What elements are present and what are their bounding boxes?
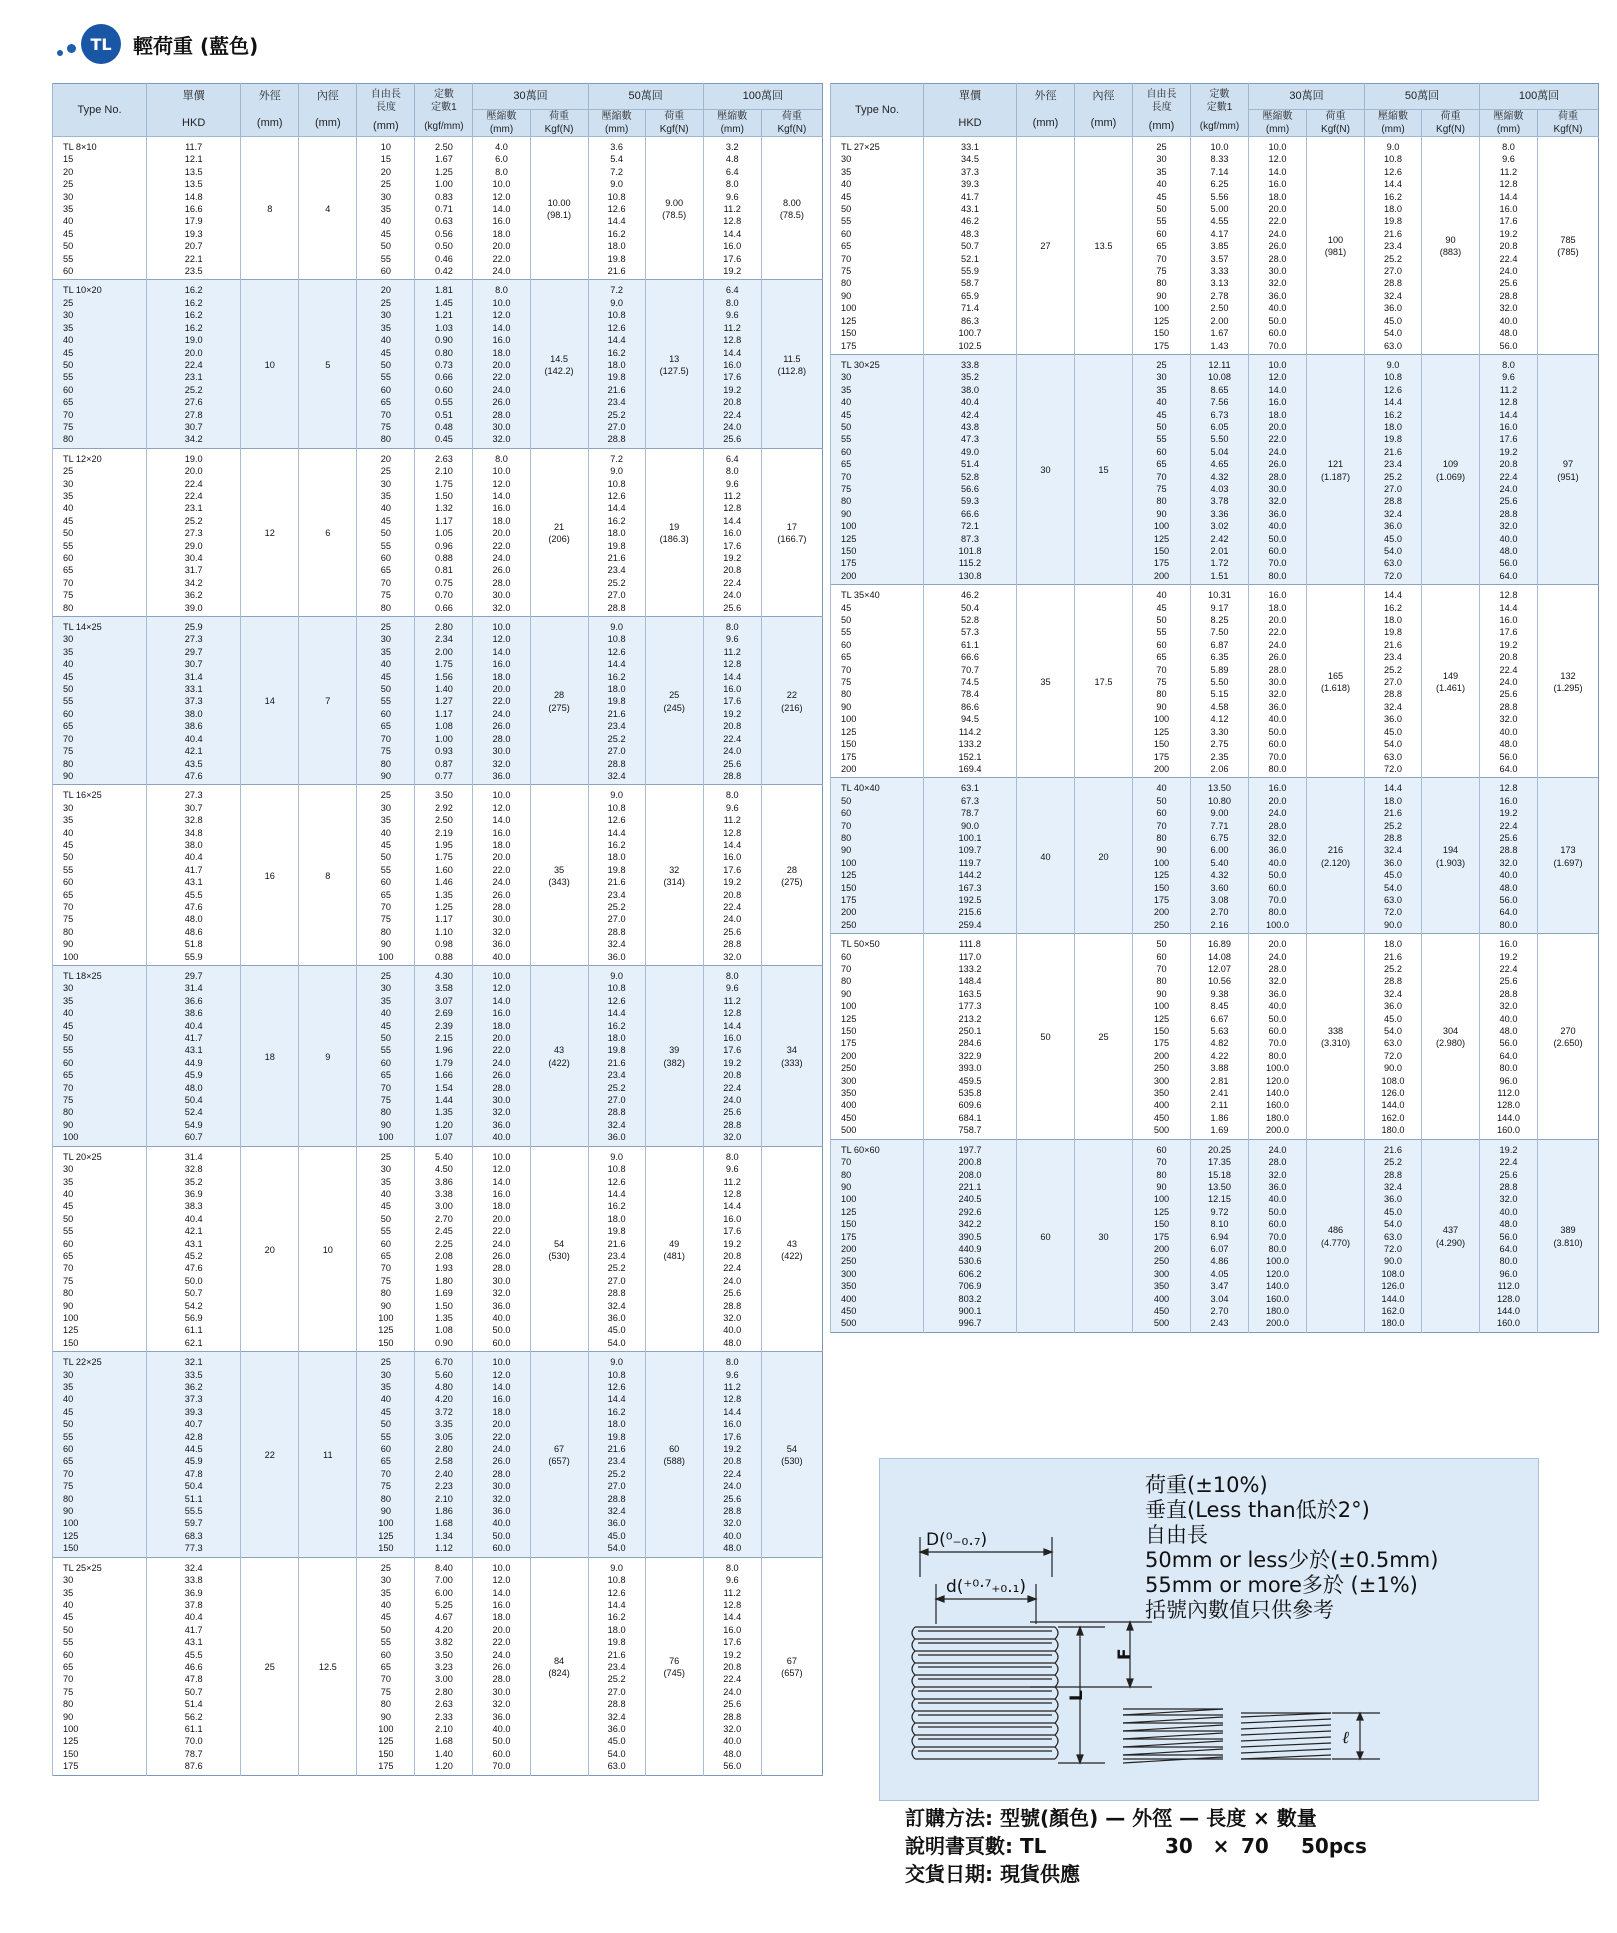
cell-od: 60 <box>1017 1139 1075 1332</box>
cell-id: 30 <box>1075 1139 1133 1332</box>
cell-c30: 10.0 12.0 14.0 16.0 18.0 20.0 22.0 24.0 26.0 28.0 30.0 32.0 36.0 40.0 50.0 60.0 70.0 80.0 <box>1249 354 1307 584</box>
cell-rate: 4.30 3.58 3.07 2.69 2.39 2.15 1.96 1.79 1.66 1.54 1.44 1.35 1.20 1.07 <box>415 966 473 1147</box>
cell-l30: 10.00 (98.1) <box>530 137 588 280</box>
cell-od: 8 <box>241 137 299 280</box>
spring-group-row <box>53 1352 823 1558</box>
note-vertical: 垂直(Less than低於2°) <box>1145 1498 1370 1522</box>
cell-free: 40 50 60 70 80 90 100 125 150 175 200 250 <box>1133 778 1191 934</box>
col-price: 單價 HKD <box>924 84 1017 137</box>
cell-price: 27.3 30.7 32.8 34.8 38.0 40.4 41.7 43.1 45.5 47.6 48.0 48.6 51.8 55.9 <box>147 785 241 966</box>
col-od: 外徑 (mm) <box>1017 84 1075 137</box>
cell-id: 5 <box>299 280 357 448</box>
cell-c50: 9.0 10.8 12.6 14.4 16.2 18.0 19.8 21.6 23.4 25.2 27.0 28.8 32.4 36.0 45.0 54.0 <box>588 1146 645 1352</box>
cell-free: 25 30 35 40 45 50 55 60 65 70 75 80 90 100 125 150 175 200 <box>1133 354 1191 584</box>
cell-rate: 2.63 2.10 1.75 1.50 1.32 1.17 1.05 0.96 0.88 0.81 0.75 0.70 0.66 <box>415 448 473 616</box>
cell-type: TL 60×60 70 80 90 100 125 150 175 200 250 300 350 400 450 500 <box>831 1139 924 1332</box>
cell-type: TL 50×50 60 70 80 90 100 125 150 175 200 250 300 350 400 450 500 <box>831 934 924 1140</box>
cell-id: 10 <box>299 1146 357 1352</box>
cell-od: 14 <box>241 617 299 785</box>
cell-id: 25 <box>1075 934 1133 1140</box>
cell-type: TL 40×40 50 60 70 80 90 100 125 150 175 200 250 <box>831 778 924 934</box>
cell-type: TL 18×25 30 35 40 45 50 55 60 65 70 75 80 90 100 <box>53 966 147 1147</box>
cell-free: 25 30 35 40 45 50 55 60 65 70 75 80 90 100 125 150 <box>357 1146 415 1352</box>
cell-l30: 14.5 (142.2) <box>530 280 588 448</box>
spring-group-row <box>53 617 823 785</box>
cell-c50: 14.4 16.2 18.0 19.8 21.6 23.4 25.2 27.0 28.8 32.4 36.0 45.0 54.0 63.0 72.0 <box>1365 585 1422 778</box>
cell-type: TL 22×25 30 35 40 45 50 55 60 65 70 75 80 90 100 125 150 <box>53 1352 147 1558</box>
cell-l100: 173 (1.697) <box>1538 778 1599 934</box>
cell-c50: 9.0 10.8 12.6 14.4 16.2 18.0 19.8 21.6 23.4 25.2 27.0 28.8 32.4 36.0 <box>588 785 645 966</box>
sub-comp: 壓縮數 (mm) <box>588 110 645 137</box>
cell-price: 29.7 31.4 36.6 38.6 40.4 41.7 43.1 44.9 45.9 48.0 50.4 52.4 54.9 60.7 <box>147 966 241 1147</box>
cell-l30: 28 (275) <box>530 617 588 785</box>
cell-l30: 67 (657) <box>530 1352 588 1558</box>
cell-id: 9 <box>299 966 357 1147</box>
cell-price: 19.0 20.0 22.4 22.4 23.1 25.2 27.3 29.0 30.4 31.7 34.2 36.2 39.0 <box>147 448 241 616</box>
cell-type: TL 10×20 25 30 35 40 45 50 55 60 65 70 75 80 <box>53 280 147 448</box>
sub-load: 荷重 Kgf(N) <box>530 110 588 137</box>
cell-c30: 10.0 12.0 14.0 16.0 18.0 20.0 22.0 24.0 26.0 28.0 30.0 32.0 36.0 40.0 50.0 60.0 <box>473 1146 530 1352</box>
cell-type: TL 25×25 30 35 40 45 50 55 60 65 70 75 80 90 100 125 150 175 <box>53 1557 147 1775</box>
cell-l100: 54 (530) <box>761 1352 822 1558</box>
tolerance-notes <box>1145 1473 1438 1623</box>
cell-od: 40 <box>1017 778 1075 934</box>
cell-rate: 5.40 4.50 3.86 3.38 3.00 2.70 2.45 2.25 2.08 1.93 1.80 1.69 1.50 1.35 1.08 0.90 <box>415 1146 473 1352</box>
cell-od: 22 <box>241 1352 299 1558</box>
cell-c30: 10.0 12.0 14.0 16.0 18.0 20.0 22.0 24.0 26.0 28.0 30.0 32.0 36.0 40.0 <box>473 966 530 1147</box>
cell-l50: 13 (127.5) <box>645 280 703 448</box>
spring-group-row <box>831 1139 1599 1332</box>
cell-l50: 90 (883) <box>1422 137 1480 355</box>
cell-l50: 437 (4.290) <box>1422 1139 1480 1332</box>
cell-l100: 11.5 (112.8) <box>761 280 822 448</box>
cell-id: 15 <box>1075 354 1133 584</box>
col-type-no: Type No. <box>831 84 924 137</box>
order-example-qty: 50pcs <box>1301 1834 1367 1858</box>
cell-free: 25 30 35 40 45 50 55 60 65 70 75 80 90 100 <box>357 785 415 966</box>
cell-l30: 338 (3.310) <box>1307 934 1365 1140</box>
cell-c100: 12.8 14.4 16.0 17.6 19.2 20.8 22.4 24.0 25.6 28.8 32.0 40.0 48.0 56.0 64.0 <box>1480 585 1538 778</box>
order-delivery: 交貨日期: 現貨供應 <box>905 1862 1080 1886</box>
cell-c50: 9.0 10.8 12.6 14.4 16.2 18.0 19.8 21.6 23.4 25.2 27.0 28.8 32.4 36.0 45.0 54.0 <box>588 1352 645 1558</box>
sub-comp: 壓縮數 (mm) <box>1249 110 1307 137</box>
order-example-length: 70 <box>1241 1834 1269 1858</box>
col-price: 單價 HKD <box>147 84 241 137</box>
cell-id: 6 <box>299 448 357 616</box>
cell-free: 25 30 35 40 45 50 55 60 65 70 75 80 90 100 125 150 175 <box>357 1557 415 1775</box>
cell-l100: 17 (166.7) <box>761 448 822 616</box>
cell-l50: 19 (186.3) <box>645 448 703 616</box>
note-less: 50mm or less少於(±0.5mm) <box>1145 1548 1439 1572</box>
cell-price: 33.8 35.2 38.0 40.4 42.4 43.8 47.3 49.0 51.4 52.8 56.6 59.3 66.6 72.1 87.3 101.8 115.2 130.8 <box>924 354 1017 584</box>
order-example-x: × <box>1212 1834 1230 1858</box>
cell-l100: 389 (3.810) <box>1538 1139 1599 1332</box>
cell-price: 16.2 16.2 16.2 16.2 19.0 20.0 22.4 23.1 25.2 27.6 27.8 30.7 34.2 <box>147 280 241 448</box>
cell-free: 50 60 70 80 90 100 125 150 175 200 250 300 350 400 450 500 <box>1133 934 1191 1140</box>
cell-c30: 24.0 28.0 32.0 36.0 40.0 50.0 60.0 70.0 80.0 100.0 120.0 140.0 160.0 180.0 200.0 <box>1249 1139 1307 1332</box>
cell-c100: 8.0 9.6 11.2 12.8 14.4 16.0 17.6 19.2 20.8 22.4 24.0 25.6 28.8 <box>703 617 761 785</box>
cell-od: 20 <box>241 1146 299 1352</box>
series-badge: TL <box>81 24 121 64</box>
cell-rate: 2.80 2.34 2.00 1.75 1.56 1.40 1.27 1.17 1.08 1.00 0.93 0.87 0.77 <box>415 617 473 785</box>
col-cycle-30: 30萬回 <box>473 84 588 110</box>
spec-table-right <box>830 83 1599 1333</box>
cell-free: 10 15 20 25 30 35 40 45 50 55 60 <box>357 137 415 280</box>
sub-comp: 壓縮數 (mm) <box>703 110 761 137</box>
cell-rate: 20.25 17.35 15.18 13.50 12.15 9.72 8.10 6.94 6.07 4.86 4.05 3.47 3.04 2.70 2.43 <box>1191 1139 1249 1332</box>
cell-c100: 8.0 9.6 11.2 12.8 14.4 16.0 17.6 19.2 20.8 22.4 24.0 25.6 28.8 32.0 40.0 48.0 <box>703 1146 761 1352</box>
spring-group-row <box>53 785 823 966</box>
cell-od: 35 <box>1017 585 1075 778</box>
cell-od: 12 <box>241 448 299 616</box>
cell-price: 33.1 34.5 37.3 39.3 41.7 43.1 46.2 48.3 50.7 52.1 55.9 58.7 65.9 71.4 86.3 100.7 102.5 <box>924 137 1017 355</box>
cell-l30: 84 (824) <box>530 1557 588 1775</box>
cell-price: 32.4 33.8 36.9 37.8 40.4 41.7 43.1 45.5 46.6 47.8 50.7 51.4 56.2 61.1 70.0 78.7 87.6 <box>147 1557 241 1775</box>
cell-type: TL 30×25 30 35 40 45 50 55 60 65 70 75 80 90 100 125 150 175 200 <box>831 354 924 584</box>
spring-group-row <box>831 354 1599 584</box>
cell-id: 13.5 <box>1075 137 1133 355</box>
note-free-length: 自由長 <box>1145 1523 1208 1547</box>
cell-price: 197.7 200.8 208.0 221.1 240.5 292.6 342.2 390.5 440.9 530.6 606.2 706.9 803.2 900.1 996.7 <box>924 1139 1017 1332</box>
decor-dot-medium <box>67 44 76 53</box>
cell-type: TL 35×40 45 50 55 60 65 70 75 80 90 100 125 150 175 200 <box>831 585 924 778</box>
cell-c30: 16.0 18.0 20.0 22.0 24.0 26.0 28.0 30.0 32.0 36.0 40.0 50.0 60.0 70.0 80.0 <box>1249 585 1307 778</box>
cell-free: 25 30 35 40 45 50 55 60 65 70 75 80 90 100 <box>357 966 415 1147</box>
order-example-od: 30 <box>1165 1834 1193 1858</box>
cell-rate: 10.0 8.33 7.14 6.25 5.56 5.00 4.55 4.17 3.85 3.57 3.33 3.13 2.78 2.50 2.00 1.67 1.43 <box>1191 137 1249 355</box>
cell-rate: 8.40 7.00 6.00 5.25 4.67 4.20 3.82 3.50 3.23 3.00 2.80 2.63 2.33 2.10 1.68 1.40 1.20 <box>415 1557 473 1775</box>
cell-od: 18 <box>241 966 299 1147</box>
page-header <box>55 24 258 64</box>
cell-rate: 16.89 14.08 12.07 10.56 9.38 8.45 6.67 5.63 4.82 4.22 3.88 2.81 2.41 2.11 1.86 1.69 <box>1191 934 1249 1140</box>
cell-c50: 9.0 10.8 12.6 14.4 16.2 18.0 19.8 21.6 23.4 25.2 27.0 28.8 32.4 36.0 45.0 54.0 63.0 <box>588 1557 645 1775</box>
spring-group-row <box>53 448 823 616</box>
label-F: F <box>1115 1648 1135 1660</box>
cell-type: TL 20×25 30 35 40 45 50 55 60 65 70 75 80 90 100 125 150 <box>53 1146 147 1352</box>
cell-l30: 43 (422) <box>530 966 588 1147</box>
cell-rate: 1.81 1.45 1.21 1.03 0.90 0.80 0.73 0.66 0.60 0.55 0.51 0.48 0.45 <box>415 280 473 448</box>
cell-od: 10 <box>241 280 299 448</box>
spec-table-right-body <box>831 137 1599 1333</box>
spring-group-row <box>831 137 1599 355</box>
cell-l30: 165 (1.618) <box>1307 585 1365 778</box>
cell-c50: 9.0 10.8 12.6 14.4 16.2 18.0 19.8 21.6 23.4 25.2 27.0 28.8 32.4 <box>588 617 645 785</box>
cell-c30: 4.0 6.0 8.0 10.0 12.0 14.0 16.0 18.0 20.0 22.0 24.0 <box>473 137 530 280</box>
cell-l50: 25 (245) <box>645 617 703 785</box>
cell-c50: 21.6 25.2 28.8 32.4 36.0 45.0 54.0 63.0 72.0 90.0 108.0 126.0 144.0 162.0 180.0 <box>1365 1139 1422 1332</box>
order-example <box>905 1832 1367 1860</box>
cell-c100: 3.2 4.8 6.4 8.0 9.6 11.2 12.8 14.4 16.0 17.6 19.2 <box>703 137 761 280</box>
spring-group-row <box>53 280 823 448</box>
cell-l50: 9.00 (78.5) <box>645 137 703 280</box>
cell-free: 60 70 80 90 100 125 150 175 200 250 300 350 400 450 500 <box>1133 1139 1191 1332</box>
cell-rate: 3.50 2.92 2.50 2.19 1.95 1.75 1.60 1.46 1.35 1.25 1.17 1.10 0.98 0.88 <box>415 785 473 966</box>
cell-type: TL 27×25 30 35 40 45 50 55 60 65 70 75 80 90 100 125 150 175 <box>831 137 924 355</box>
label-L: L <box>1067 1690 1087 1701</box>
cell-price: 111.8 117.0 133.2 148.4 163.5 177.3 213.2 250.1 284.6 322.9 393.0 459.5 535.8 609.6 684.1 758.7 <box>924 934 1017 1140</box>
col-cycle-50: 50萬回 <box>588 84 703 110</box>
sub-load: 荷重 Kgf(N) <box>645 110 703 137</box>
cell-type: TL 12×20 25 30 35 40 45 50 55 60 65 70 75 80 <box>53 448 147 616</box>
order-info <box>905 1804 1367 1888</box>
cell-l100: 34 (333) <box>761 966 822 1147</box>
cell-c30: 8.0 10.0 12.0 14.0 16.0 18.0 20.0 22.0 24.0 26.0 28.0 30.0 32.0 <box>473 280 530 448</box>
cell-l30: 216 (2.120) <box>1307 778 1365 934</box>
cell-c30: 10.0 12.0 14.0 16.0 18.0 20.0 22.0 24.0 26.0 28.0 30.0 32.0 36.0 40.0 50.0 60.0 70.0 <box>1249 137 1307 355</box>
spring-group-row <box>831 778 1599 934</box>
cell-id: 11 <box>299 1352 357 1558</box>
cell-c30: 20.0 24.0 28.0 32.0 36.0 40.0 50.0 60.0 70.0 80.0 100.0 120.0 140.0 160.0 180.0 200.0 <box>1249 934 1307 1140</box>
note-reference: 括號內數值只供參考 <box>1145 1598 1334 1622</box>
tolerance-legend <box>879 1458 1539 1801</box>
cell-c100: 6.4 8.0 9.6 11.2 12.8 14.4 16.0 17.6 19.2 20.8 22.4 24.0 25.6 <box>703 448 761 616</box>
note-more: 55mm or more多於 (±1%) <box>1145 1573 1418 1597</box>
col-id: 內徑 (mm) <box>299 84 357 137</box>
cell-rate: 6.70 5.60 4.80 4.20 3.72 3.35 3.05 2.80 2.58 2.40 2.23 2.10 1.86 1.68 1.34 1.12 <box>415 1352 473 1558</box>
cell-l100: 785 (785) <box>1538 137 1599 355</box>
cell-l50: 76 (745) <box>645 1557 703 1775</box>
cell-id: 12.5 <box>299 1557 357 1775</box>
label-l: ℓ <box>1342 1728 1350 1748</box>
cell-free: 25 30 35 40 45 50 55 60 65 70 75 80 90 100 125 150 175 <box>1133 137 1191 355</box>
cell-rate: 10.31 9.17 8.25 7.50 6.87 6.35 5.89 5.50 5.15 4.58 4.12 3.30 2.75 2.35 2.06 <box>1191 585 1249 778</box>
cell-price: 32.1 33.5 36.2 37.3 39.3 40.7 42.8 44.5 45.9 47.8 50.4 51.1 55.5 59.7 68.3 77.3 <box>147 1352 241 1558</box>
cell-rate: 2.50 1.67 1.25 1.00 0.83 0.71 0.63 0.56 0.50 0.46 0.42 <box>415 137 473 280</box>
cell-price: 11.7 12.1 13.5 13.5 14.8 16.6 17.9 19.3 20.7 22.1 23.5 <box>147 137 241 280</box>
cell-c100: 19.2 22.4 25.6 28.8 32.0 40.0 48.0 56.0 64.0 80.0 96.0 112.0 128.0 144.0 160.0 <box>1480 1139 1538 1332</box>
cell-c100: 8.0 9.6 11.2 12.8 14.4 16.0 17.6 19.2 20.8 22.4 24.0 25.6 28.8 32.0 40.0 48.0 56.0 64.0 <box>1480 354 1538 584</box>
cell-l50: 149 (1.461) <box>1422 585 1480 778</box>
sub-load: 荷重 Kgf(N) <box>761 110 822 137</box>
cell-free: 25 30 35 40 45 50 55 60 65 70 75 80 90 <box>357 617 415 785</box>
cell-type: TL 16×25 30 35 40 45 50 55 60 65 70 75 80 90 100 <box>53 785 147 966</box>
cell-l30: 54 (530) <box>530 1146 588 1352</box>
cell-od: 25 <box>241 1557 299 1775</box>
col-cycle-100: 100萬回 <box>1480 84 1599 110</box>
col-cycle-50: 50萬回 <box>1365 84 1480 110</box>
cell-type: TL 14×25 30 35 40 45 50 55 60 65 70 75 80 90 <box>53 617 147 785</box>
cell-price: 63.1 67.3 78.7 90.0 100.1 109.7 119.7 144.2 167.3 192.5 215.6 259.4 <box>924 778 1017 934</box>
cell-l100: 43 (422) <box>761 1146 822 1352</box>
cell-l30: 486 (4.770) <box>1307 1139 1365 1332</box>
cell-l100: 22 (216) <box>761 617 822 785</box>
cell-l100: 270 (2.650) <box>1538 934 1599 1140</box>
cell-free: 40 45 50 55 60 65 70 75 80 90 100 125 150 175 200 <box>1133 585 1191 778</box>
cell-l100: 67 (657) <box>761 1557 822 1775</box>
spring-group-row <box>831 585 1599 778</box>
sub-load: 荷重 Kgf(N) <box>1422 110 1480 137</box>
spring-group-row <box>53 966 823 1147</box>
col-free-length: 自由長 長度 (mm) <box>357 84 415 137</box>
cell-od: 30 <box>1017 354 1075 584</box>
cell-l50: 304 (2.980) <box>1422 934 1480 1140</box>
cell-l50: 194 (1.903) <box>1422 778 1480 934</box>
cell-c100: 6.4 8.0 9.6 11.2 12.8 14.4 16.0 17.6 19.2 20.8 22.4 24.0 25.6 <box>703 280 761 448</box>
cell-l30: 100 (981) <box>1307 137 1365 355</box>
cell-price: 31.4 32.8 35.2 36.9 38.3 40.4 42.1 43.1 45.2 47.6 50.0 50.7 54.2 56.9 61.1 62.1 <box>147 1146 241 1352</box>
note-load: 荷重(±10%) <box>1145 1473 1268 1497</box>
order-method: 訂購方法: 型號(顏色) — 外徑 — 長度 × 數量 <box>905 1806 1317 1830</box>
sub-comp: 壓縮數 (mm) <box>1365 110 1422 137</box>
decor-dot-small <box>57 50 63 56</box>
cell-od: 50 <box>1017 934 1075 1140</box>
cell-c100: 8.0 9.6 11.2 12.8 14.4 16.0 17.6 19.2 20.8 22.4 24.0 25.6 28.8 32.0 40.0 48.0 56.0 <box>703 1557 761 1775</box>
cell-l50: 39 (382) <box>645 966 703 1147</box>
col-free-length: 自由長 長度 (mm) <box>1133 84 1191 137</box>
cell-c50: 9.0 10.8 12.6 14.4 16.2 18.0 19.8 21.6 23.4 25.2 27.0 28.8 32.4 36.0 45.0 54.0 63.0 <box>1365 137 1422 355</box>
cell-l100: 28 (275) <box>761 785 822 966</box>
col-od: 外徑 (mm) <box>241 84 299 137</box>
cell-c50: 14.4 18.0 21.6 25.2 28.8 32.4 36.0 45.0 54.0 63.0 72.0 90.0 <box>1365 778 1422 934</box>
page-title: 輕荷重 (藍色) <box>133 33 259 58</box>
cell-id: 8 <box>299 785 357 966</box>
cell-free: 25 30 35 40 45 50 55 60 65 70 75 80 90 100 125 150 <box>357 1352 415 1558</box>
cell-l50: 60 (588) <box>645 1352 703 1558</box>
cell-free: 20 25 30 35 40 45 50 55 60 65 70 75 80 <box>357 448 415 616</box>
cell-c50: 9.0 10.8 12.6 14.4 16.2 18.0 19.8 21.6 23.4 25.2 27.0 28.8 32.4 36.0 45.0 54.0 63.0 72.0 <box>1365 354 1422 584</box>
spec-table-left <box>52 83 823 1776</box>
cell-c100: 8.0 9.6 11.2 12.8 14.4 16.0 17.6 19.2 20.8 22.4 24.0 25.6 28.8 32.0 40.0 48.0 <box>703 1352 761 1558</box>
cell-c50: 9.0 10.8 12.6 14.4 16.2 18.0 19.8 21.6 23.4 25.2 27.0 28.8 32.4 36.0 <box>588 966 645 1147</box>
spring-group-row <box>53 1557 823 1775</box>
cell-l50: 32 (314) <box>645 785 703 966</box>
cell-c100: 16.0 19.2 22.4 25.6 28.8 32.0 40.0 48.0 56.0 64.0 80.0 96.0 112.0 128.0 144.0 160.0 <box>1480 934 1538 1140</box>
cell-l100: 8.00 (78.5) <box>761 137 822 280</box>
cell-l100: 97 (951) <box>1538 354 1599 584</box>
col-rate: 定數 定數1 (kgf/mm) <box>415 84 473 137</box>
spring-group-row <box>831 934 1599 1140</box>
cell-c50: 7.2 9.0 10.8 12.6 14.4 16.2 18.0 19.8 21.6 23.4 25.2 27.0 28.8 <box>588 280 645 448</box>
cell-type: TL 8×10 15 20 25 30 35 40 45 50 55 60 <box>53 137 147 280</box>
cell-c50: 18.0 21.6 25.2 28.8 32.4 36.0 45.0 54.0 63.0 72.0 90.0 108.0 126.0 144.0 162.0 180.0 <box>1365 934 1422 1140</box>
cell-l50: 49 (481) <box>645 1146 703 1352</box>
col-rate: 定數 定數1 (kgf/mm) <box>1191 84 1249 137</box>
cell-id: 17.5 <box>1075 585 1133 778</box>
sub-comp: 壓縮數 (mm) <box>473 110 530 137</box>
cell-l100: 132 (1.295) <box>1538 585 1599 778</box>
cell-c30: 8.0 10.0 12.0 14.0 16.0 18.0 20.0 22.0 24.0 26.0 28.0 30.0 32.0 <box>473 448 530 616</box>
col-cycle-100: 100萬回 <box>703 84 822 110</box>
cell-c30: 10.0 12.0 14.0 16.0 18.0 20.0 22.0 24.0 26.0 28.0 30.0 32.0 36.0 40.0 50.0 60.0 70.0 <box>473 1557 530 1775</box>
sub-load: 荷重 Kgf(N) <box>1307 110 1365 137</box>
col-type-no: Type No. <box>53 84 147 137</box>
order-example-label: 說明書頁數: TL <box>905 1834 1047 1858</box>
spec-table-left-body <box>53 137 823 1776</box>
cell-l30: 21 (206) <box>530 448 588 616</box>
cell-c100: 8.0 9.6 11.2 12.8 14.4 16.0 17.6 19.2 20.8 22.4 24.0 25.6 28.8 32.0 <box>703 966 761 1147</box>
label-d: d(⁺⁰·⁷₊₀.₁) <box>946 1577 1027 1597</box>
spring-group-row <box>53 1146 823 1352</box>
cell-l50: 109 (1.069) <box>1422 354 1480 584</box>
cell-id: 4 <box>299 137 357 280</box>
cell-l30: 35 (343) <box>530 785 588 966</box>
sub-comp: 壓縮數 (mm) <box>1480 110 1538 137</box>
col-cycle-30: 30萬回 <box>1249 84 1365 110</box>
cell-c30: 10.0 12.0 14.0 16.0 18.0 20.0 22.0 24.0 26.0 28.0 30.0 32.0 36.0 <box>473 617 530 785</box>
cell-l30: 121 (1.187) <box>1307 354 1365 584</box>
col-id: 內徑 (mm) <box>1075 84 1133 137</box>
cell-c100: 12.8 16.0 19.2 22.4 25.6 28.8 32.0 40.0 48.0 56.0 64.0 80.0 <box>1480 778 1538 934</box>
cell-price: 46.2 50.4 52.8 57.3 61.1 66.6 70.7 74.5 78.4 86.6 94.5 114.2 133.2 152.1 169.4 <box>924 585 1017 778</box>
cell-c100: 8.0 9.6 11.2 12.8 14.4 16.0 17.6 19.2 20.8 22.4 24.0 25.6 28.8 32.0 40.0 48.0 56.0 <box>1480 137 1538 355</box>
cell-free: 20 25 30 35 40 45 50 55 60 65 70 75 80 <box>357 280 415 448</box>
cell-c50: 3.6 5.4 7.2 9.0 10.8 12.6 14.4 16.2 18.0 19.8 21.6 <box>588 137 645 280</box>
sub-load: 荷重 Kgf(N) <box>1538 110 1599 137</box>
cell-rate: 12.11 10.08 8.65 7.56 6.73 6.05 5.50 5.04 4.65 4.32 4.03 3.78 3.36 3.02 2.42 2.01 1.72 1.51 <box>1191 354 1249 584</box>
cell-c30: 10.0 12.0 14.0 16.0 18.0 20.0 22.0 24.0 26.0 28.0 30.0 32.0 36.0 40.0 <box>473 785 530 966</box>
cell-od: 16 <box>241 785 299 966</box>
cell-id: 7 <box>299 617 357 785</box>
label-D: D(⁰₋₀.₇) <box>926 1530 988 1550</box>
spring-group-row <box>53 137 823 280</box>
cell-rate: 13.50 10.80 9.00 7.71 6.75 6.00 5.40 4.32 3.60 3.08 2.70 2.16 <box>1191 778 1249 934</box>
cell-c30: 10.0 12.0 14.0 16.0 18.0 20.0 22.0 24.0 26.0 28.0 30.0 32.0 36.0 40.0 50.0 60.0 <box>473 1352 530 1558</box>
cell-c30: 16.0 20.0 24.0 28.0 32.0 36.0 40.0 50.0 60.0 70.0 80.0 100.0 <box>1249 778 1307 934</box>
cell-od: 27 <box>1017 137 1075 355</box>
cell-id: 20 <box>1075 778 1133 934</box>
cell-c50: 7.2 9.0 10.8 12.6 14.4 16.2 18.0 19.8 21.6 23.4 25.2 27.0 28.8 <box>588 448 645 616</box>
cell-price: 25.9 27.3 29.7 30.7 31.4 33.1 37.3 38.0 38.6 40.4 42.1 43.5 47.6 <box>147 617 241 785</box>
cell-c100: 8.0 9.6 11.2 12.8 14.4 16.0 17.6 19.2 20.8 22.4 24.0 25.6 28.8 32.0 <box>703 785 761 966</box>
